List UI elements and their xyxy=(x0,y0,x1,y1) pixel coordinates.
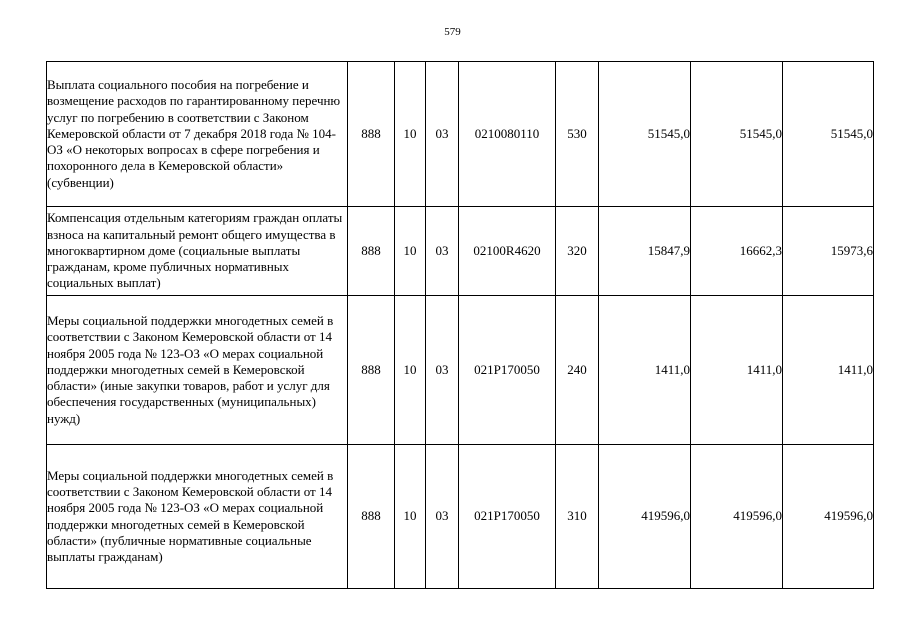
expense-name-cell: Выплата социального пособия на погребение и возмещение расходов по гарантированному перечню услуг по погребению в соответствии с Законом Кемеровской области от 7 декабря 2018 года № 104-ОЗ «О некоторых вопросах в сфере погребения и похоронного дела в Кемеровской области» (субвенции) xyxy=(47,62,348,207)
sum-year-3-cell: 419596,0 xyxy=(783,445,874,589)
sum-year-3-cell: 1411,0 xyxy=(783,296,874,445)
ministry-code-cell: 888 xyxy=(348,62,395,207)
sum-year-1-cell: 419596,0 xyxy=(599,445,691,589)
sum-year-3-cell: 51545,0 xyxy=(783,62,874,207)
table-row xyxy=(47,296,874,445)
expense-name-cell: Меры социальной поддержки многодетных семей в соответствии с Законом Кемеровской области от 14 ноября 2005 года № 123-ОЗ «О мерах социальной поддержки многодетных семей в Кемеровской области» (иные закупки товаров, работ и услуг для обеспечения государственных (муниципальных) нужд) xyxy=(47,296,348,445)
ministry-code-cell: 888 xyxy=(348,207,395,296)
expense-type-cell: 530 xyxy=(556,62,599,207)
section-cell: 10 xyxy=(395,445,426,589)
target-article-cell: 021P170050 xyxy=(459,296,556,445)
sum-year-2-cell: 51545,0 xyxy=(691,62,783,207)
sum-year-3-cell: 15973,6 xyxy=(783,207,874,296)
sum-year-1-cell: 1411,0 xyxy=(599,296,691,445)
subsection-cell: 03 xyxy=(426,445,459,589)
target-article-cell: 0210080110 xyxy=(459,62,556,207)
sum-year-1-cell: 15847,9 xyxy=(599,207,691,296)
expense-type-cell: 320 xyxy=(556,207,599,296)
sum-year-1-cell: 51545,0 xyxy=(599,62,691,207)
ministry-code-cell: 888 xyxy=(348,445,395,589)
subsection-cell: 03 xyxy=(426,62,459,207)
section-cell: 10 xyxy=(395,62,426,207)
target-article-cell: 02100R4620 xyxy=(459,207,556,296)
subsection-cell: 03 xyxy=(426,207,459,296)
sum-year-2-cell: 16662,3 xyxy=(691,207,783,296)
ministry-code-cell: 888 xyxy=(348,296,395,445)
section-cell: 10 xyxy=(395,296,426,445)
section-cell: 10 xyxy=(395,207,426,296)
page-number: 579 xyxy=(444,26,461,38)
budget-table xyxy=(46,61,874,589)
target-article-cell: 021P170050 xyxy=(459,445,556,589)
expense-type-cell: 240 xyxy=(556,296,599,445)
table-row xyxy=(47,62,874,207)
sum-year-2-cell: 1411,0 xyxy=(691,296,783,445)
expense-name-cell: Меры социальной поддержки многодетных семей в соответствии с Законом Кемеровской области от 14 ноября 2005 года № 123-ОЗ «О мерах социальной поддержки многодетных семей в Кемеровской области» (публичные нормативные социальные выплаты гражданам) xyxy=(47,445,348,589)
table-row xyxy=(47,445,874,589)
expense-type-cell: 310 xyxy=(556,445,599,589)
sum-year-2-cell: 419596,0 xyxy=(691,445,783,589)
table-row xyxy=(47,207,874,296)
subsection-cell: 03 xyxy=(426,296,459,445)
expense-name-cell: Компенсация отдельным категориям граждан оплаты взноса на капитальный ремонт общего имущества в многоквартирном доме (социальные выплаты гражданам, кроме публичных нормативных социальных выплат) xyxy=(47,207,348,296)
